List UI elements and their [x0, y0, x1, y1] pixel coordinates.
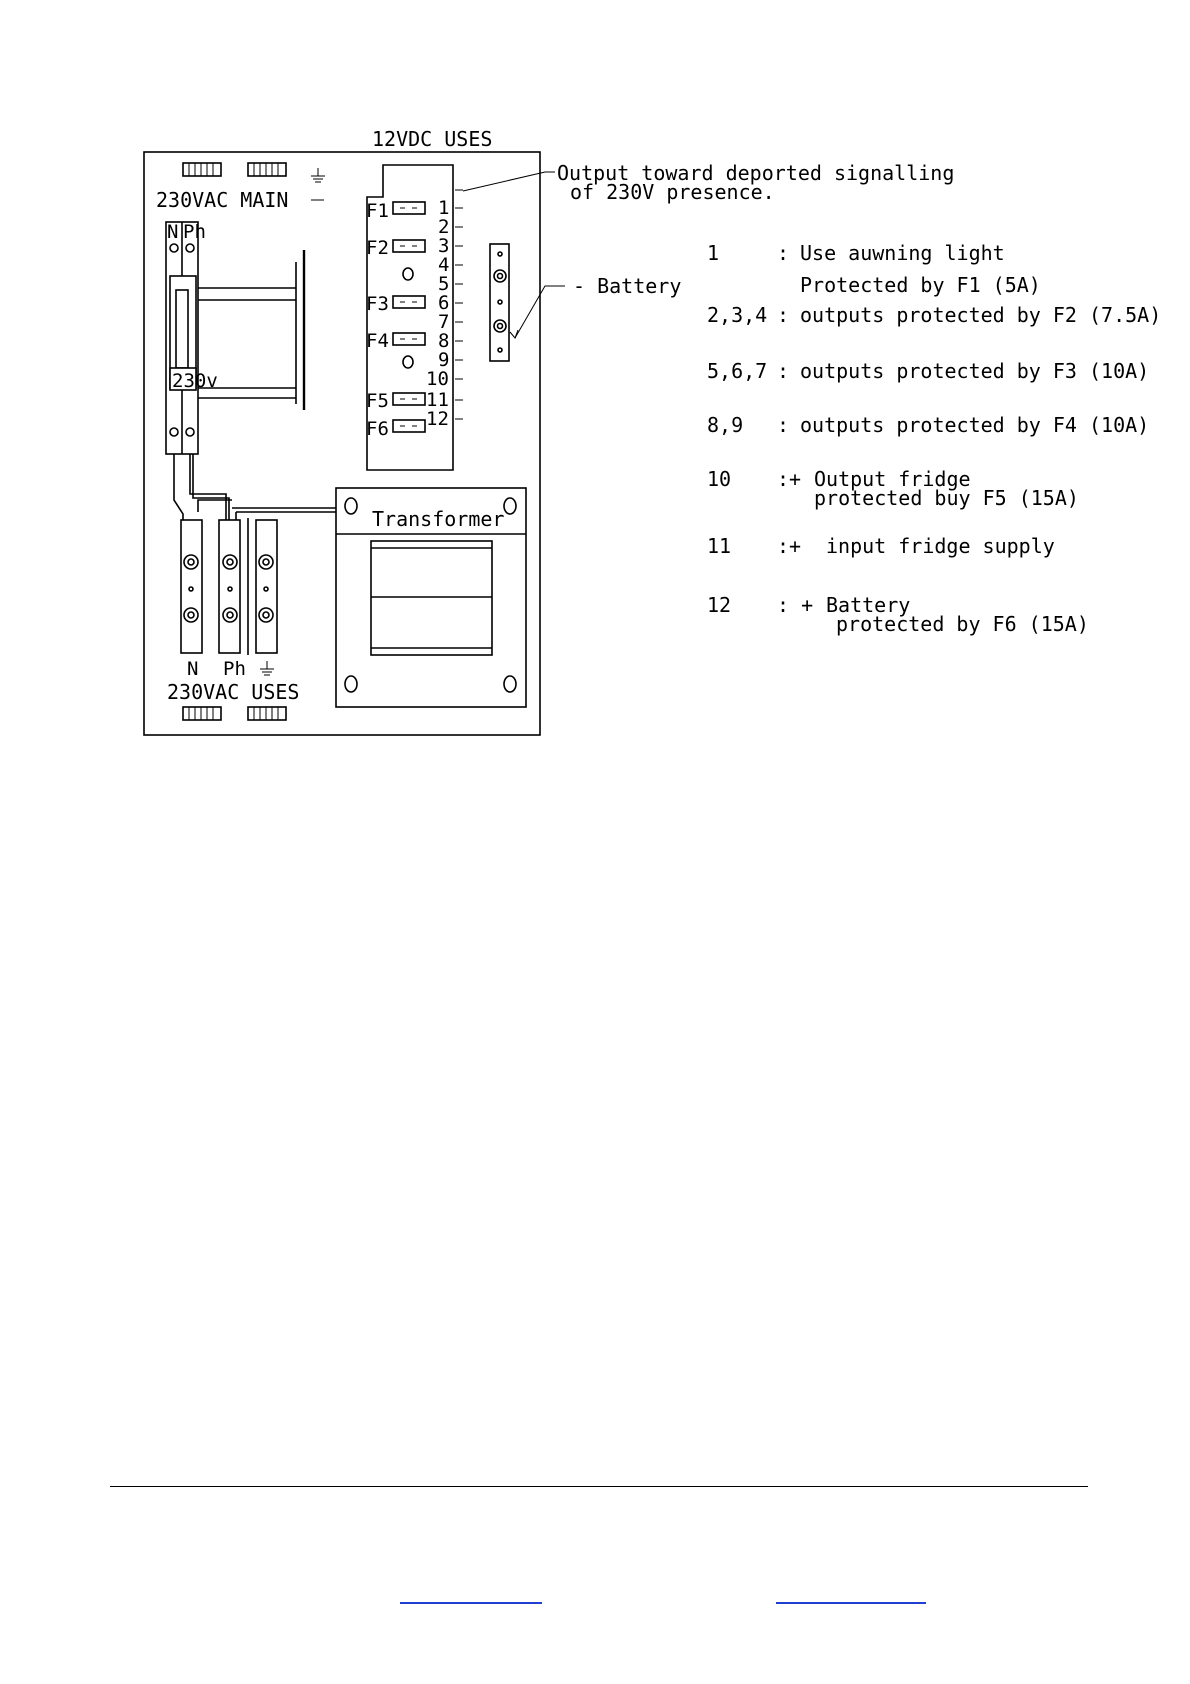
fuse-label-f5: F5	[366, 390, 389, 412]
legend-text: input fridge supply	[826, 534, 1055, 558]
connector-plug-icon	[183, 163, 221, 176]
terminal-number: 10	[426, 368, 449, 390]
terminal-n-bottom: N	[187, 658, 199, 680]
transformer-label: Transformer	[372, 507, 505, 531]
terminal-number: 7	[438, 311, 450, 333]
terminal-block-ground	[248, 518, 277, 655]
terminal-number: 3	[438, 235, 450, 257]
legend-key: 12	[707, 593, 732, 617]
terminal-strip	[426, 190, 463, 430]
fuse-label-f4: F4	[366, 330, 389, 352]
terminal-block-ph	[219, 520, 240, 653]
terminal-number: 5	[438, 273, 450, 295]
legend-text: Use auwning light	[800, 241, 1005, 265]
footer-divider	[110, 1486, 1088, 1487]
ac-uses-label: 230VAC USES	[167, 680, 300, 704]
legend-sep: :+	[777, 467, 802, 491]
battery-terminal-block	[490, 244, 509, 361]
fuse-label-f2: F2	[366, 237, 389, 259]
terminal-number: 4	[438, 254, 450, 276]
legend-key: 2,3,4	[707, 303, 768, 327]
legend-sep: :	[777, 241, 790, 265]
fuse-label-f1: F1	[366, 200, 389, 222]
terminal-number: 12	[426, 408, 449, 430]
legend-sep: :	[777, 303, 790, 327]
ground-symbol-icon	[260, 661, 274, 675]
terminal-number: 11	[426, 389, 449, 411]
terminal-number: 1	[438, 197, 450, 219]
terminal-number: 6	[438, 292, 450, 314]
legend-text2: protected by F6 (15A)	[836, 612, 1089, 636]
signalling-callout-line1: Output toward deported signalling	[557, 161, 955, 185]
footer-link-right[interactable]	[776, 1602, 926, 1604]
legend-sep: :	[777, 413, 790, 437]
terminal-ph-bottom: Ph	[223, 658, 246, 680]
legend-key: 10	[707, 467, 732, 491]
terminal-number: 8	[438, 330, 450, 352]
legend-key: 8,9	[707, 413, 744, 437]
terminal-number: 2	[438, 216, 450, 238]
legend-text: Battery	[826, 593, 911, 617]
terminal-block-n	[181, 520, 202, 653]
legend-sep: : +	[777, 593, 814, 617]
fuse-label-f3: F3	[366, 293, 389, 315]
ground-symbol-icon	[311, 168, 325, 182]
transformer	[336, 488, 526, 707]
main-breaker	[166, 221, 218, 454]
connector-plug-icon	[248, 707, 286, 720]
voltage-tag: 230v	[172, 370, 218, 392]
legend-text: outputs protected by F4 (10A)	[800, 413, 1150, 437]
connector-plug-icon	[248, 163, 286, 176]
legend	[707, 241, 1161, 636]
legend-text2: protected buy F5 (15A)	[814, 486, 1079, 510]
terminal-ph-top: Ph	[183, 221, 206, 243]
legend-sep: :+	[777, 534, 802, 558]
footer-link-left[interactable]	[400, 1602, 542, 1604]
legend-key: 1	[707, 241, 720, 265]
legend-key: 11	[707, 534, 732, 558]
legend-text2: Protected by F1 (5A)	[800, 273, 1041, 297]
fuse-label-f6: F6	[366, 418, 389, 440]
battery-callout: - Battery	[573, 274, 682, 298]
dc-uses-title: 12VDC USES	[372, 127, 493, 151]
signalling-callout-line2: of 230V presence.	[570, 180, 775, 204]
connector-plug-icon	[183, 707, 221, 720]
legend-sep: :	[777, 359, 790, 383]
signalling-leader	[463, 172, 555, 191]
terminal-number: 9	[438, 349, 450, 371]
legend-key: 5,6,7	[707, 359, 768, 383]
terminal-n-top: N	[167, 221, 179, 243]
ac-main-label: 230VAC MAIN	[156, 188, 289, 212]
legend-text: outputs protected by F2 (7.5A)	[800, 303, 1162, 327]
wiring	[174, 454, 336, 520]
legend-text: outputs protected by F3 (10A)	[800, 359, 1150, 383]
legend-text: Output fridge	[814, 467, 971, 491]
